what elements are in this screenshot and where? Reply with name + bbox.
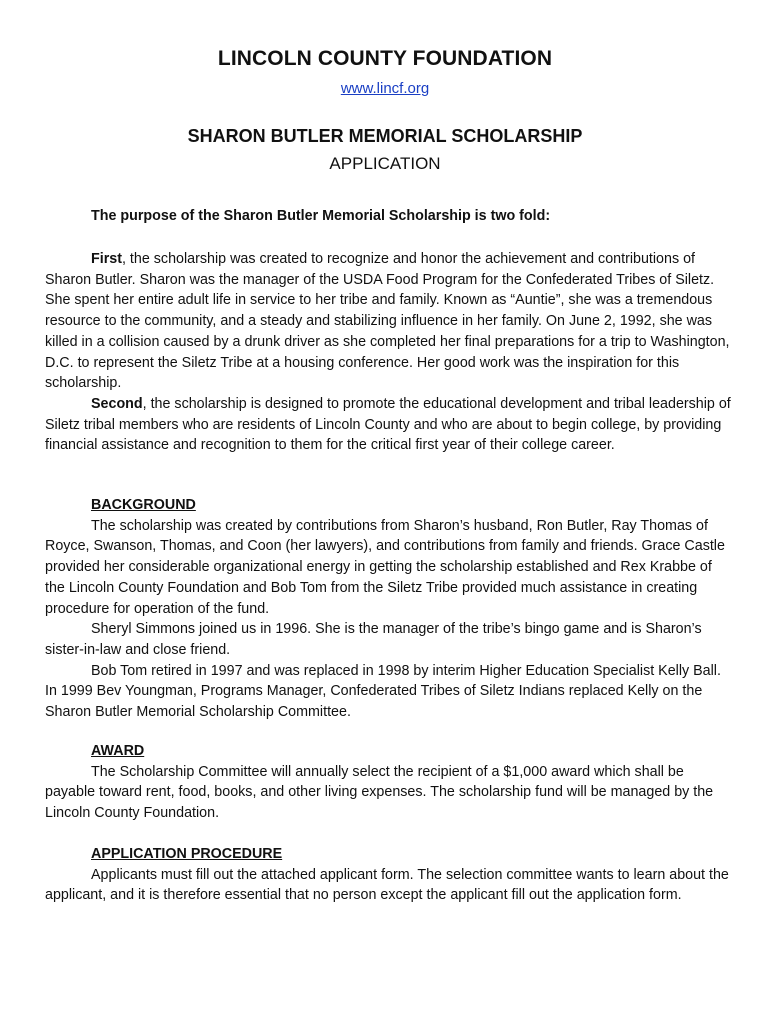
procedure-section	[45, 844, 735, 906]
award-paragraph: The Scholarship Committee will annually select the recipient of a $1,000 award which shall be payable toward rent, food, books, and other living expenses. The scholarship fund will be managed by the Lincoln County Foundation.	[45, 763, 714, 822]
first-label: First	[91, 251, 122, 267]
purpose-first-paragraph	[45, 249, 735, 394]
award-section	[45, 741, 735, 824]
purpose-intro: The purpose of the Sharon Butler Memorial Scholarship is two fold:	[91, 208, 551, 224]
purpose-section	[45, 249, 735, 456]
first-text: , the scholarship was created to recognize and honor the achievement and contributions of Sharon Butler. Sharon was the manager of the USDA Food Program for the Confederated Tribes of Siletz. She spent her entire adult life in service to her tribe and family. Known as “Auntie”, she was a tremendous resource to the community, and a steady and stabilizing influence in her family. On June 2, 1992, she was killed in a collision caused by a drunk driver as she completed her final preparations for a trip to Washington, D.C. to represent the Siletz Tribe at a housing conference. Her good work was the inspiration for this scholarship.	[45, 251, 730, 392]
background-paragraph-3: Bob Tom retired in 1997 and was replaced in 1998 by interim Higher Education Specialist Kelly Ball. In 1999 Bev Youngman, Programs Manager, Confederated Tribes of Siletz Indians replaced Kelly on the Sharon Butler Memorial Scholarship Committee.	[45, 662, 721, 721]
background-paragraph-2: Sheryl Simmons joined us in 1996. She is the manager of the tribe’s bingo game and is Sharon’s sister-in-law and close friend.	[45, 621, 702, 658]
award-heading: AWARD	[91, 743, 145, 759]
organization-url-line	[0, 80, 770, 97]
procedure-paragraph: Applicants must fill out the attached applicant form. The selection committee wants to learn about the applicant, and it is therefore essential that no person except the applicant fill out the application form.	[45, 866, 729, 904]
background-paragraph-1: The scholarship was created by contributions from Sharon’s husband, Ron Butler, Ray Thomas of Royce, Swanson, Thomas, and Coon (her lawyers), and contributions from family and friends. Grace Castle provided her considerable organizational energy in getting the scholarship established and Rex Krabbe of the Lincoln County Foundation and Bob Tom from the Siletz Tribe provided much assistance in creating procedure for operation of the fund.	[45, 517, 725, 617]
application-subtitle: APPLICATION	[329, 154, 441, 173]
second-label: Second	[91, 395, 143, 412]
organization-website-link[interactable]: www.lincf.org	[340, 80, 430, 97]
purpose-second-paragraph	[45, 394, 735, 456]
background-section	[45, 495, 735, 723]
background-heading: BACKGROUND	[91, 497, 196, 513]
scholarship-title: SHARON BUTLER MEMORIAL SCHOLARSHIP	[187, 126, 583, 146]
organization-title: LINCOLN COUNTY FOUNDATION	[217, 47, 553, 70]
second-text: , the scholarship is designed to promote the educational development and tribal leadership of Siletz tribal members who are residents of Lincoln County and who are about to begin college, by providing financial assistance and recognition to them for the critical first year of their college career.	[45, 395, 731, 454]
procedure-heading: APPLICATION PROCEDURE	[91, 846, 283, 862]
